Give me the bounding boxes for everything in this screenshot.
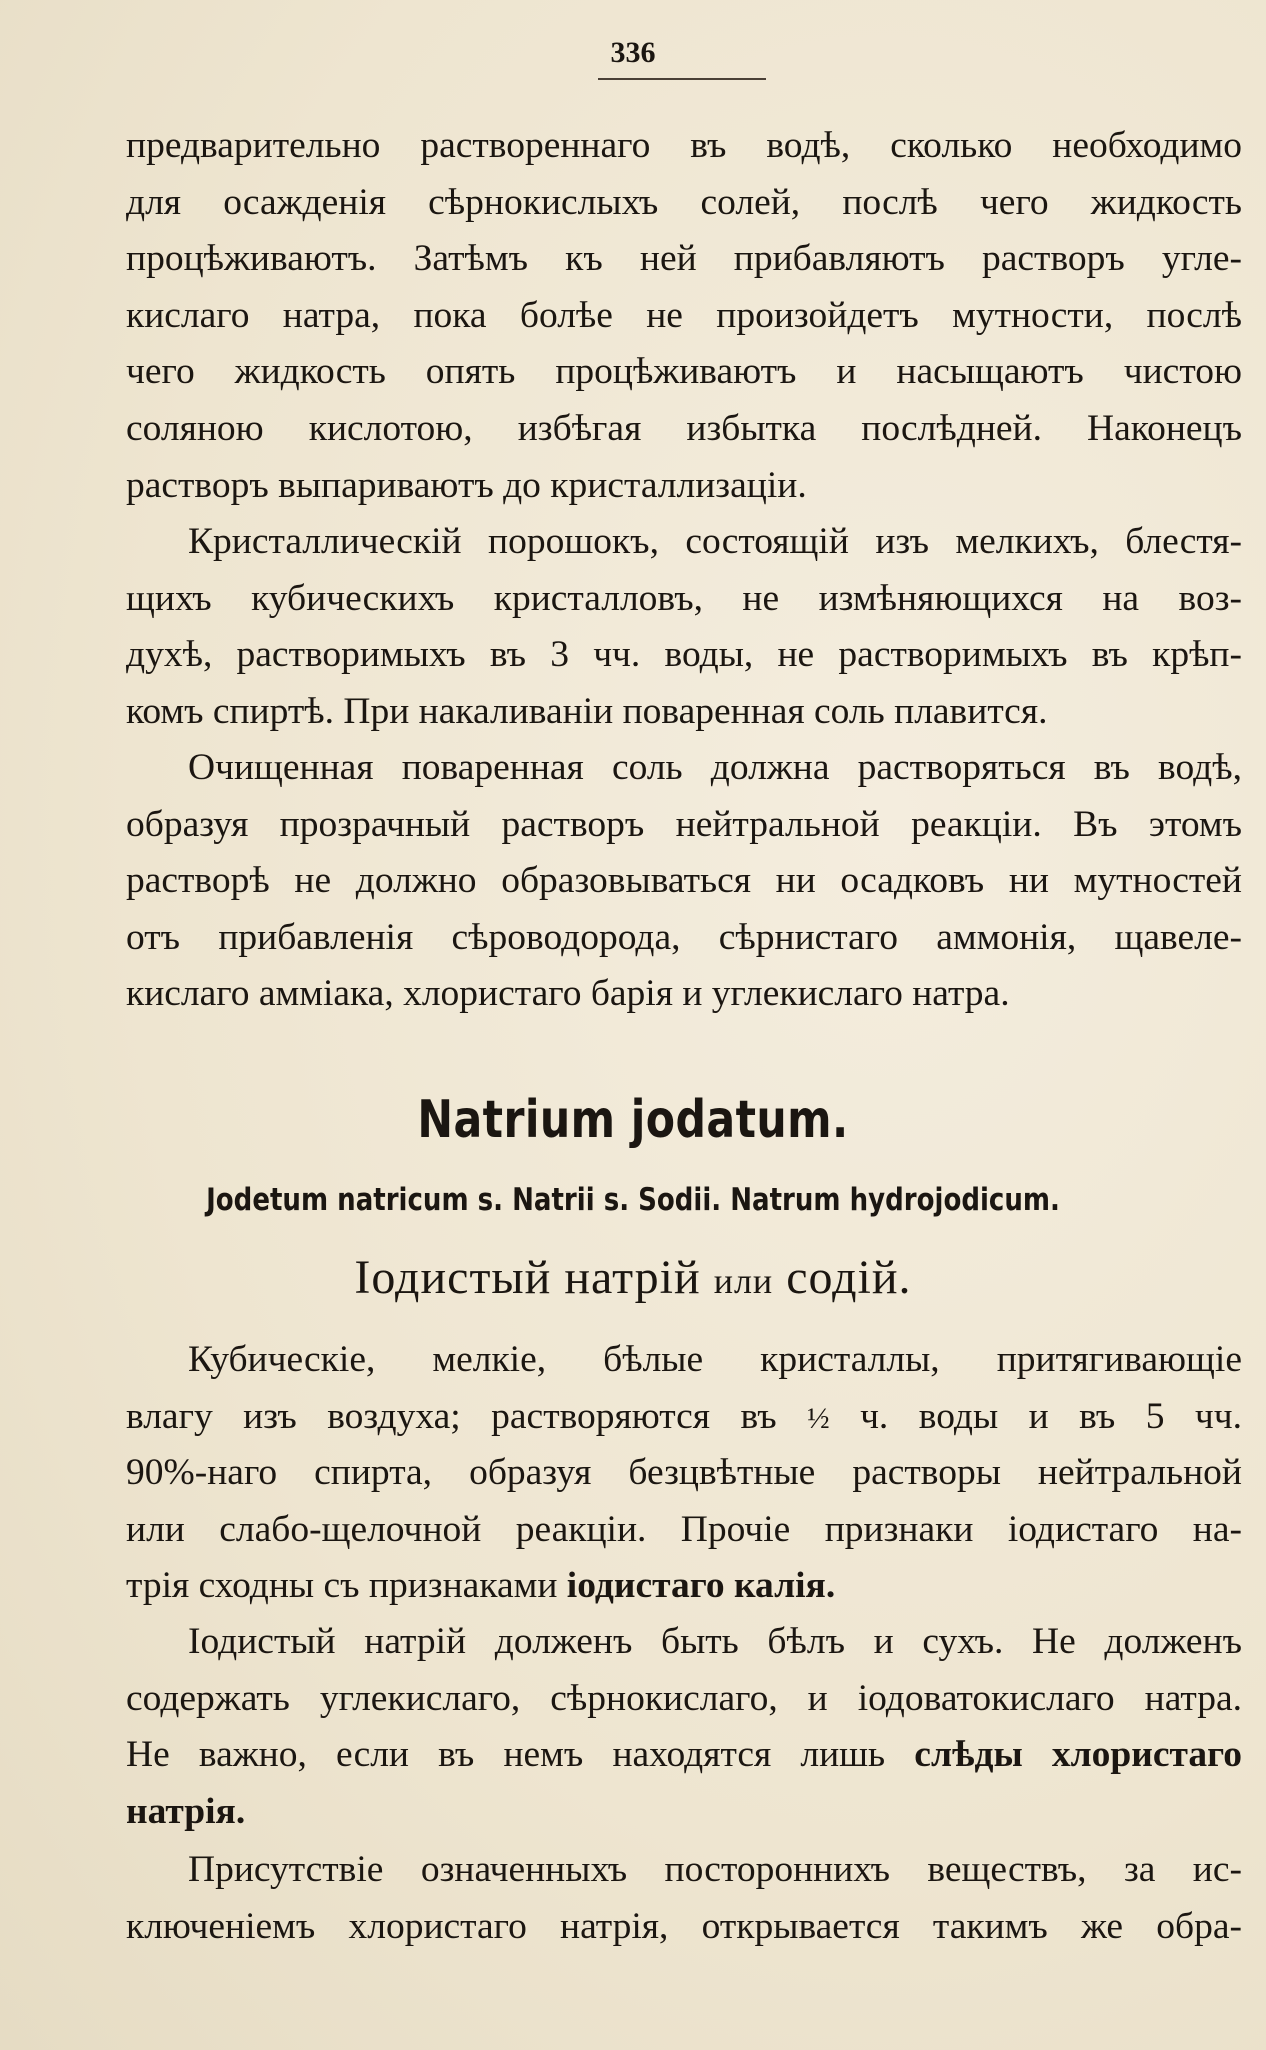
text-line: для осажденія сѣрнокислыхъ солей, послѣ чего жидкость [126, 181, 1242, 223]
text-line: соляною кислотою, избѣгая избытка послѣдней. Наконецъ [126, 407, 1242, 449]
paragraph-2 [126, 514, 1242, 740]
bold-term: іодистаго калія. [566, 1565, 836, 1607]
bold-term: слѣды хлористаго [914, 1734, 1243, 1776]
text-span: влагу изъ воздуха; растворяются въ [126, 1395, 777, 1437]
header-rule [598, 78, 766, 80]
paragraph-3 [126, 740, 1242, 1023]
text-line [126, 1558, 1242, 1615]
text-span: трія сходны съ признаками [126, 1565, 558, 1607]
title-russian-alt: содій. [786, 1251, 912, 1304]
title-russian-main: Іодистый натрій [354, 1251, 701, 1304]
text-line: образуя прозрачный растворъ нейтральной реакціи. Въ этомъ [126, 803, 1242, 845]
text-line: щихъ кубическихъ кристалловъ, не измѣняющихся на воз- [126, 577, 1242, 619]
fraction-half: ½ [807, 1401, 830, 1435]
text-line: Іодистый натрій долженъ быть бѣлъ и сухъ. Не долженъ [188, 1621, 1242, 1662]
paragraph-1 [126, 118, 1242, 514]
text-line: ключеніемъ хлористаго натрія, открывается такимъ же обра- [126, 1905, 1242, 1947]
text-line: процѣживаютъ. Затѣмъ къ ней прибавляютъ растворъ угле- [126, 238, 1242, 280]
text-line: отъ прибавленія сѣроводорода, сѣрнистаго аммонія, щавеле- [126, 916, 1242, 958]
text-line: Кубическіе, мелкіе, бѣлые кристаллы, притягивающіе [188, 1339, 1242, 1380]
text-line: комъ спиртѣ. При накаливаніи поваренная соль плавится. [126, 690, 1048, 732]
text-line: предварительно раствореннаго въ водѣ, сколько необходимо [126, 125, 1242, 166]
text-line [126, 1389, 1242, 1446]
text-line: Очищенная поваренная соль должна растворяться въ водѣ, [188, 747, 1242, 788]
article-title-latin: Natrium jodatum. [417, 1090, 849, 1150]
text-line: содержать углекислаго, сѣрнокислаго, и іодоватокислаго натра. [126, 1677, 1242, 1719]
text-line: 90%-наго спирта, образуя безцвѣтные растворы нейтральной [126, 1452, 1242, 1494]
text-line: Присутствіе означенныхъ постороннихъ веществъ, за ис- [188, 1849, 1242, 1890]
bold-term: натрія. [126, 1790, 246, 1832]
text-line: Кристаллическій порошокъ, состоящій изъ мелкихъ, блестя- [188, 521, 1242, 562]
text-line: кислаго амміака, хлористаго барія и углекислаго натра. [126, 973, 1010, 1015]
text-span: ч. воды и въ 5 чч. [860, 1395, 1242, 1437]
paragraph-4 [126, 1332, 1242, 1615]
text-line: растворѣ не должно образовываться ни осадковъ ни мутностей [126, 860, 1242, 902]
article-title-russian [0, 1250, 1266, 1305]
page-number: 336 [610, 36, 656, 69]
text-line [126, 1727, 1242, 1784]
article-synonyms: Jodetum natricum s. Natrii s. Sodii. Natrum hydrojodicum. [206, 1182, 1060, 1218]
paragraph-6 [126, 1842, 1242, 1955]
text-span: Не важно, если въ немъ находятся лишь [126, 1734, 886, 1776]
text-line: или слабо-щелочной реакціи. Прочіе признаки іодистаго на- [126, 1508, 1242, 1550]
text-line: кислаго натра, пока болѣе не произойдетъ мутности, послѣ [126, 294, 1242, 336]
title-russian-or: или [713, 1261, 774, 1301]
paragraph-5 [126, 1614, 1242, 1840]
text-line: растворъ выпариваютъ до кристаллизаціи. [126, 464, 807, 506]
text-line: духѣ, растворимыхъ въ 3 чч. воды, не растворимыхъ въ крѣп- [126, 634, 1242, 676]
text-line [126, 1784, 1242, 1841]
text-line: чего жидкость опять процѣживаютъ и насыщаютъ чистою [126, 351, 1242, 393]
